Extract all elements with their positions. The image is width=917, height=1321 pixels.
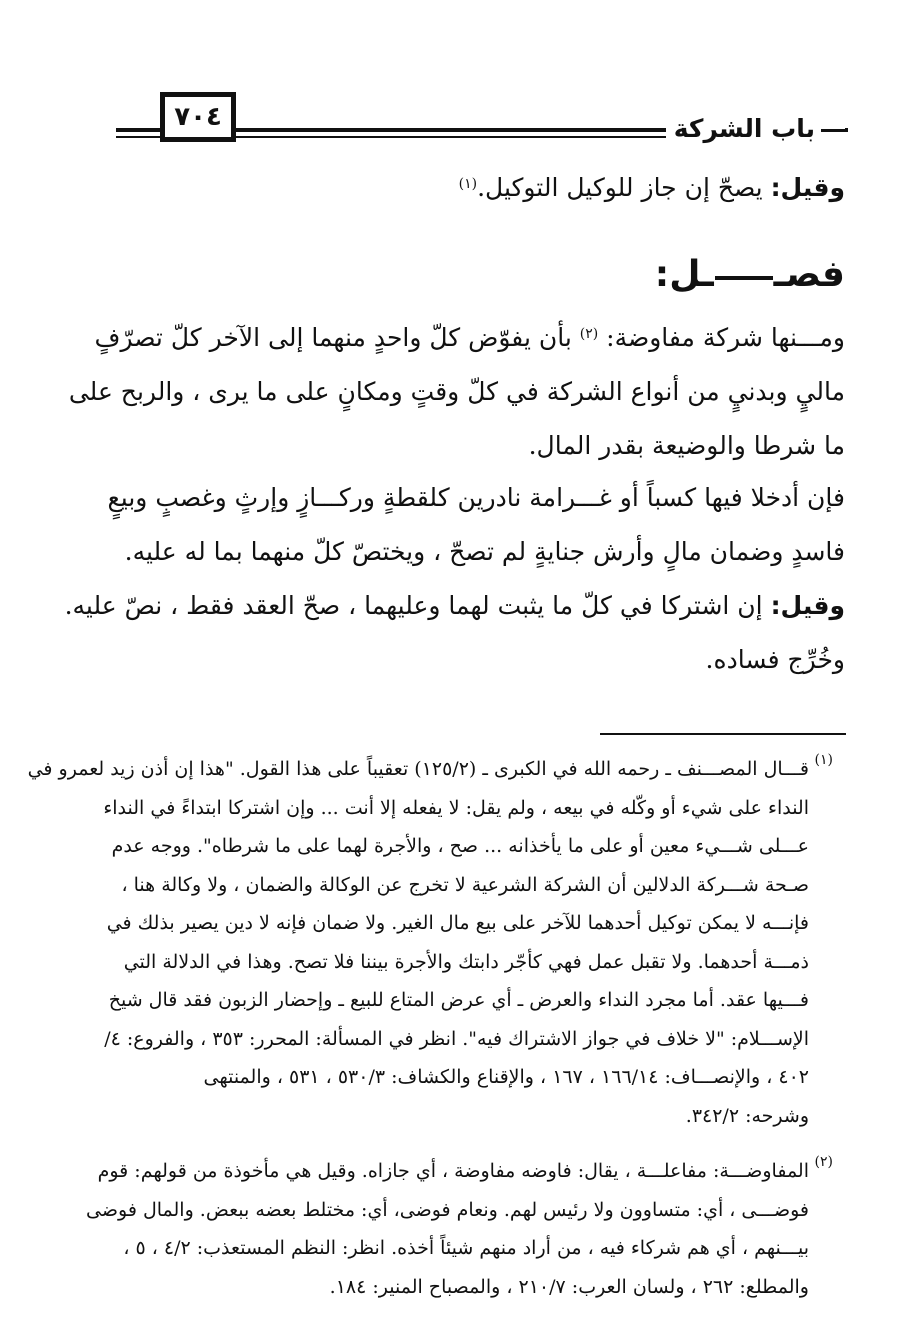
line-text: ماليٍ وبدنيٍ من أنواع الشركة في كلّ وقتٍ ومكانٍ على ما يرى ، والربح على xyxy=(68,377,845,406)
footnote-line: النداء على شيء أو وكّله في بيعه ، ولم يقل: لا يفعله إلا أنت ... وإن اشتركا ابتداءً في النداء xyxy=(103,796,809,819)
footnote-line: الإســـلام: "لا خلاف في جواز الاشتراك فيه". انظر في المسألة: المحرر: ٣٥٣ ، والفروع: ٤/ xyxy=(104,1027,809,1050)
footnote-line: قـــال المصـــنف ـ رحمه الله في الكبرى ـ (١٢٥/٢) تعقيباً على هذا القول. "هذا إن أذن زيد لعمرو في xyxy=(27,758,809,780)
section-heading-end: ـل: xyxy=(654,254,714,295)
footnote-line: فإنـــه لا يمكن توكيل أحدهما للآخر على بيع مال الغير. ولا ضمان فإنه لا دين يصير بذلك في xyxy=(106,912,809,934)
footnote-line: والمطلع: ٢٦٢ ، ولسان العرب: ٢١٠/٧ ، والمصباح المنير: ١٨٤. xyxy=(329,1275,809,1298)
line-text: إن اشتركا في كلّ ما يثبت لهما وعليهما ، صحّ العقد فقط ، نصّ عليه. xyxy=(64,591,771,620)
footnote-line: المفاوضـــة: مفاعلـــة ، يقال: فاوضه مفاوضة ، أي جازاه. وقيل هي مأخوذة من قولهم: قوم xyxy=(97,1160,809,1182)
footnote-line: وشرحه: ٣٤٢/٢. xyxy=(685,1104,809,1127)
line-text: ما شرطا والوضيعة بقدر المال. xyxy=(528,431,845,460)
footnote-ref-1[interactable]: (١) xyxy=(458,176,478,192)
line-text: فاسدٍ وضمان مالٍ وأرش جنايةٍ لم تصحّ ، ويختصّ كلّ منهما بما له عليه. xyxy=(124,537,845,566)
line-text: فإن أدخلا فيها كسباً أو غـــرامة نادرين كلقطةٍ وركـــازٍ وإرثٍ وغصبٍ وبيعٍ xyxy=(107,483,845,512)
footnote-line: عـــلى شـــيء معين أو على ما يأخذانه ... صح ، والأجرة لهما على ما شرطاه". ووجه عدم xyxy=(111,835,809,857)
footnote-line: ذمـــة أحدهما. ولا تقبل عمل فهي كأجّر دابتك والأجرة بيننا فلا تصح. وهذا في الدلالة التي xyxy=(123,950,809,973)
line-text: يصحّ إن جاز للوكيل التوكيل. xyxy=(477,173,771,202)
footnote-marker-1: (١) xyxy=(814,752,833,768)
line-text: وخُرِّج فساده. xyxy=(705,645,845,674)
footnote-ref-2[interactable]: (٢) xyxy=(579,326,599,342)
line-text: ومـــنها شركة مفاوضة: xyxy=(598,323,845,352)
body-line-p3-1 xyxy=(64,586,845,626)
footnote-line: فـــيها عقد. أما مجرد النداء والعرض ـ أي عرض المتاع للبيع ـ وإحضار الزبون فقد قال شيخ xyxy=(108,989,809,1011)
body-line-p1-3 xyxy=(71,426,845,466)
body-line-p1-1 xyxy=(71,318,845,358)
footnote-line: ٤٠٢ ، والإنصـــاف: ١٦٦/١٤ ، ١٦٧ ، والإقناع والكشاف: ٥٣٠/٣ ، ٥٣١ ، والمنتهى xyxy=(203,1066,809,1088)
body-line-p2-1 xyxy=(71,478,845,518)
body-line-1 xyxy=(71,168,845,208)
section-heading xyxy=(655,250,845,300)
body-line-p1-2 xyxy=(68,372,845,412)
section-heading-start: فصـ xyxy=(773,254,845,295)
body-line-p3-2 xyxy=(71,640,845,680)
footnote-separator xyxy=(600,733,846,735)
chapter-title xyxy=(666,112,845,146)
footnote-line: بيـــنهم ، أي هم شركاء فيه ، من أراد منهم شيئاً أخذه. انظر: النظم المستعذب: ٤/٢ ، ٥ ، xyxy=(123,1237,809,1259)
page-number xyxy=(160,92,236,142)
line-text: بأن يفوّض كلّ واحدٍ منهما إلى الآخر كلّ تصرّفٍ xyxy=(94,323,580,352)
footnote-marker-2: (٢) xyxy=(814,1154,833,1170)
page-number-text: ٧٠٤ xyxy=(174,102,222,132)
lead-word: وقيل: xyxy=(770,591,845,620)
footnote-line: فوضـــى ، أي: متساوون ولا رئيس لهم. ونعام فوضى، أي: مختلط بعضه ببعض. والمال فوضى xyxy=(86,1198,809,1221)
title-dash xyxy=(821,129,845,132)
footnote-line: صـحة شـــركة الدلالين أن الشركة الشرعية لا تخرج عن الوكالة والضمان ، ولا وكالة هنا ، xyxy=(121,873,809,896)
lead-word: وقيل: xyxy=(770,173,845,202)
kashida-stroke xyxy=(715,276,773,280)
body-line-p2-2 xyxy=(71,532,845,572)
chapter-title-text: باب الشركة xyxy=(673,114,815,143)
